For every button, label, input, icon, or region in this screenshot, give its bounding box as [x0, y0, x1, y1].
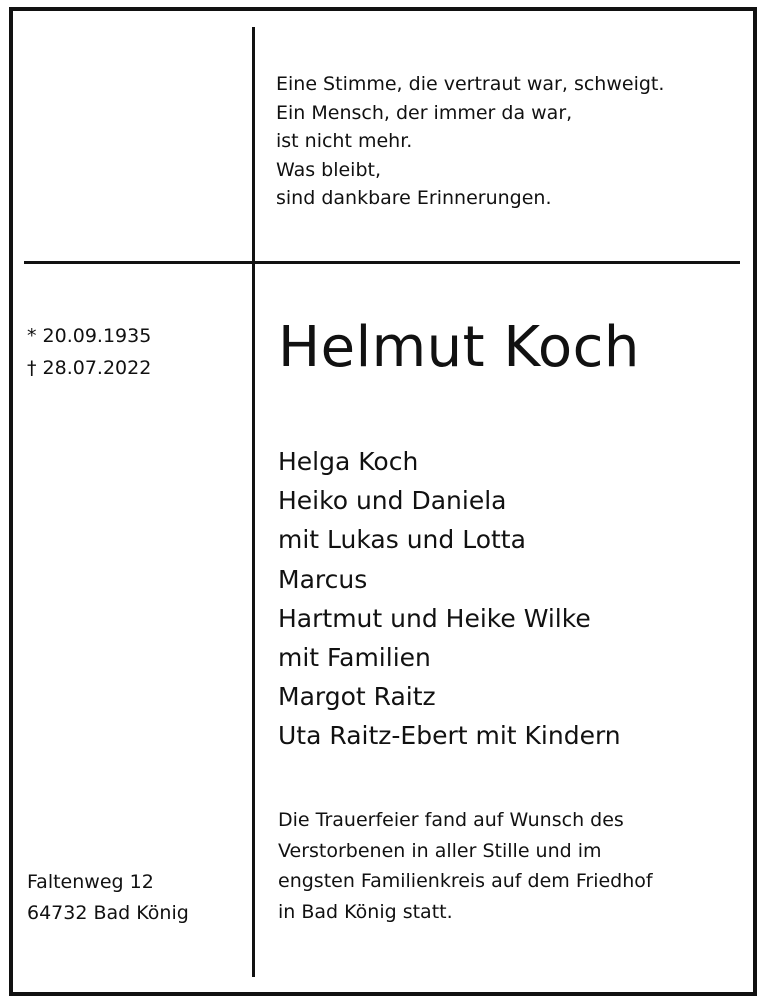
address-city: 64732 Bad König [27, 901, 189, 924]
notice-line: Verstorbenen in aller Stille und im [278, 839, 602, 862]
cross-horizontal-line [24, 261, 740, 264]
mourner-line: Heiko und Daniela [278, 486, 507, 516]
memorial-poem [276, 70, 664, 213]
deceased-name: Helmut Koch [278, 315, 640, 380]
family-address [27, 867, 189, 928]
mourner-line: Hartmut und Heike Wilke [278, 603, 591, 633]
mourner-line: mit Lukas und Lotta [278, 525, 526, 555]
mourner-line: Margot Raitz [278, 682, 436, 712]
address-street: Faltenweg 12 [27, 871, 154, 893]
poem-line: ist nicht mehr. [276, 130, 413, 152]
poem-line: Was bleibt, [276, 158, 382, 181]
birth-date: * 20.09.1935 [27, 325, 152, 347]
mourner-line: mit Familien [278, 643, 431, 673]
mourner-line: Uta Raitz-Ebert mit Kindern [278, 721, 621, 751]
notice-line: Die Trauerfeier fand auf Wunsch des [278, 809, 624, 831]
poem-line: Eine Stimme, die vertraut war, schweigt. [276, 73, 665, 95]
funeral-notice [278, 805, 653, 927]
poem-line: Ein Mensch, der immer da war, [276, 101, 573, 124]
mourner-line: Helga Koch [278, 447, 419, 476]
poem-line: sind dankbare Erinnerungen. [276, 187, 552, 209]
death-date: † 28.07.2022 [27, 357, 152, 379]
mourners-list [278, 442, 621, 756]
life-dates [27, 320, 151, 384]
cross-vertical-line [252, 27, 255, 977]
notice-line: in Bad König statt. [278, 900, 453, 923]
mourner-line: Marcus [278, 564, 368, 594]
notice-line: engsten Familienkreis auf dem Friedhof [278, 870, 653, 892]
